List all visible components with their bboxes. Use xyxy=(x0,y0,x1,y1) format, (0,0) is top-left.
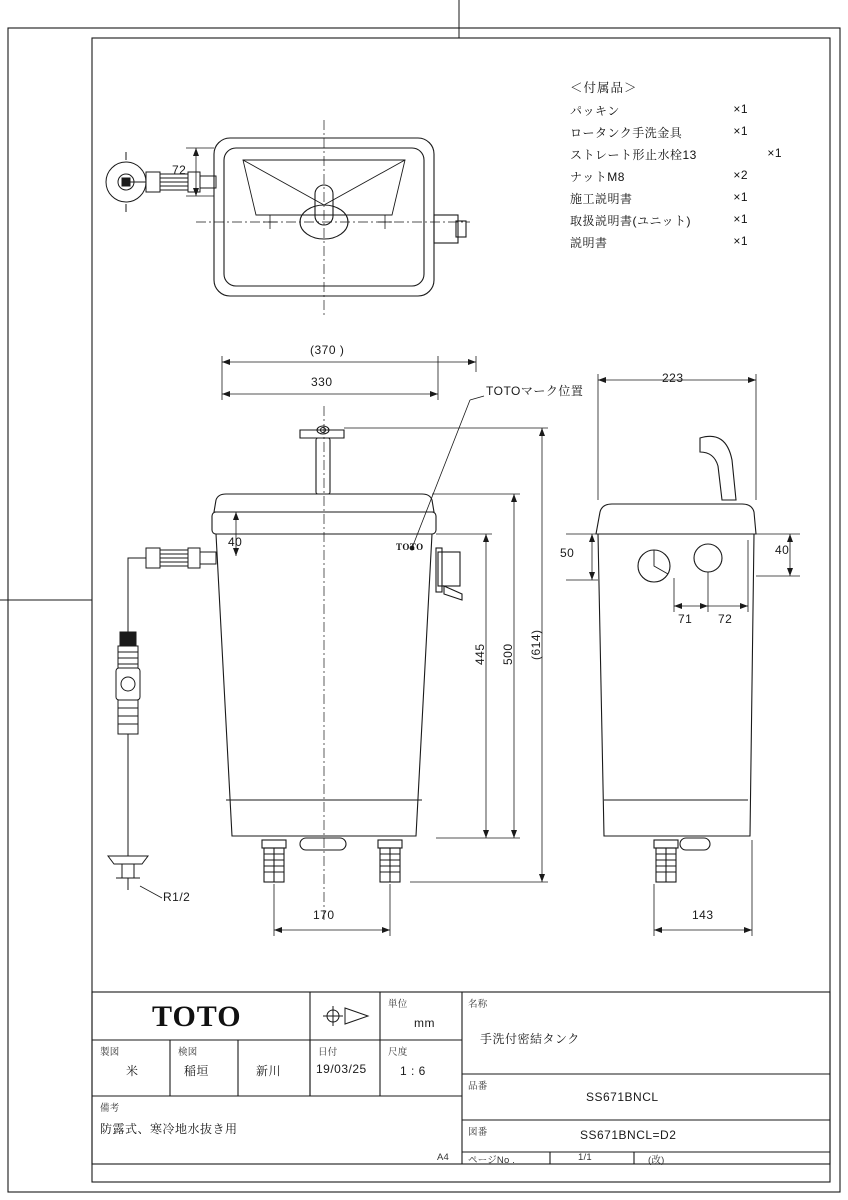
parts-list-item xyxy=(570,146,782,163)
part-qty: ×2 xyxy=(733,168,748,182)
parts-list-title: ＜付属品＞ xyxy=(570,81,638,95)
revision-value: (改) xyxy=(648,1155,665,1166)
part-qty: ×1 xyxy=(733,124,748,138)
part-qty: ×1 xyxy=(733,234,748,248)
checker-value-2: 新川 xyxy=(256,1064,282,1078)
dim-front-330: 330 xyxy=(311,375,333,389)
parts-list-item xyxy=(570,212,748,229)
checker-label: 検図 xyxy=(178,1047,198,1058)
thread-note: R1/2 xyxy=(163,890,191,904)
dim-side-223: 223 xyxy=(662,371,684,385)
part-qty: ×1 xyxy=(733,212,748,226)
part-qty: ×1 xyxy=(733,190,748,204)
part-name: ナットM8 xyxy=(570,170,625,184)
page-label: ページNo . xyxy=(468,1155,516,1166)
part-name: パッキン xyxy=(570,104,620,118)
toto-mark-note: TOTOマーク位置 xyxy=(486,384,584,398)
name-label: 名称 xyxy=(468,999,488,1010)
dim-front-500: 500 xyxy=(501,643,515,665)
dim-side-72: 72 xyxy=(718,612,733,626)
dim-front-614: (614) xyxy=(529,629,543,660)
dim-front-40: 40 xyxy=(228,535,243,549)
part-name: 説明書 xyxy=(570,236,608,250)
scale-label: 尺度 xyxy=(388,1047,408,1058)
units-label: 単位 xyxy=(388,999,408,1010)
parts-list-item xyxy=(570,102,748,119)
designer-value: 米 xyxy=(126,1064,139,1078)
part-qty: ×1 xyxy=(733,102,748,116)
parts-list xyxy=(570,78,782,251)
dim-side-143: 143 xyxy=(692,908,714,922)
remarks-value: 防露式、寒冷地水抜き用 xyxy=(100,1122,238,1136)
tank-toto-logo: TOTO xyxy=(396,542,424,552)
drawing-label: 図番 xyxy=(468,1127,488,1138)
parts-list-item xyxy=(570,234,748,251)
scale-value: 1 : 6 xyxy=(400,1064,426,1078)
parts-list-item xyxy=(570,168,748,185)
dim-top-72: 72 xyxy=(172,163,187,177)
product-value: SS671BNCL xyxy=(586,1090,659,1104)
dim-side-71: 71 xyxy=(678,612,693,626)
brand-logo: TOTO xyxy=(152,1000,242,1033)
drawing-value: SS671BNCL=D2 xyxy=(580,1128,677,1142)
page-value: 1/1 xyxy=(578,1152,592,1163)
units-value: mm xyxy=(414,1016,435,1030)
product-label: 品番 xyxy=(468,1081,488,1092)
part-name: ストレート形止水栓13 xyxy=(570,148,697,162)
remarks-label: 備考 xyxy=(100,1103,120,1114)
paper-size: A4 xyxy=(437,1152,450,1163)
dim-side-50: 50 xyxy=(560,546,575,560)
dim-side-40: 40 xyxy=(775,543,790,557)
designer-label: 製図 xyxy=(100,1047,120,1058)
date-label: 日付 xyxy=(318,1047,338,1058)
dim-front-445: 445 xyxy=(473,643,487,665)
date-value: 19/03/25 xyxy=(316,1062,367,1076)
checker-value-1: 稲垣 xyxy=(184,1064,210,1078)
part-name: 取扱説明書(ユニット) xyxy=(570,214,692,228)
name-value: 手洗付密結タンク xyxy=(480,1032,580,1046)
dim-front-170: 170 xyxy=(313,908,335,922)
part-name: 施工説明書 xyxy=(570,192,633,206)
dim-front-370: (370 ) xyxy=(310,343,345,357)
parts-list-item xyxy=(570,124,748,141)
parts-list-item xyxy=(570,190,748,207)
part-name: ロータンク手洗金具 xyxy=(570,126,683,140)
part-qty: ×1 xyxy=(767,146,782,160)
